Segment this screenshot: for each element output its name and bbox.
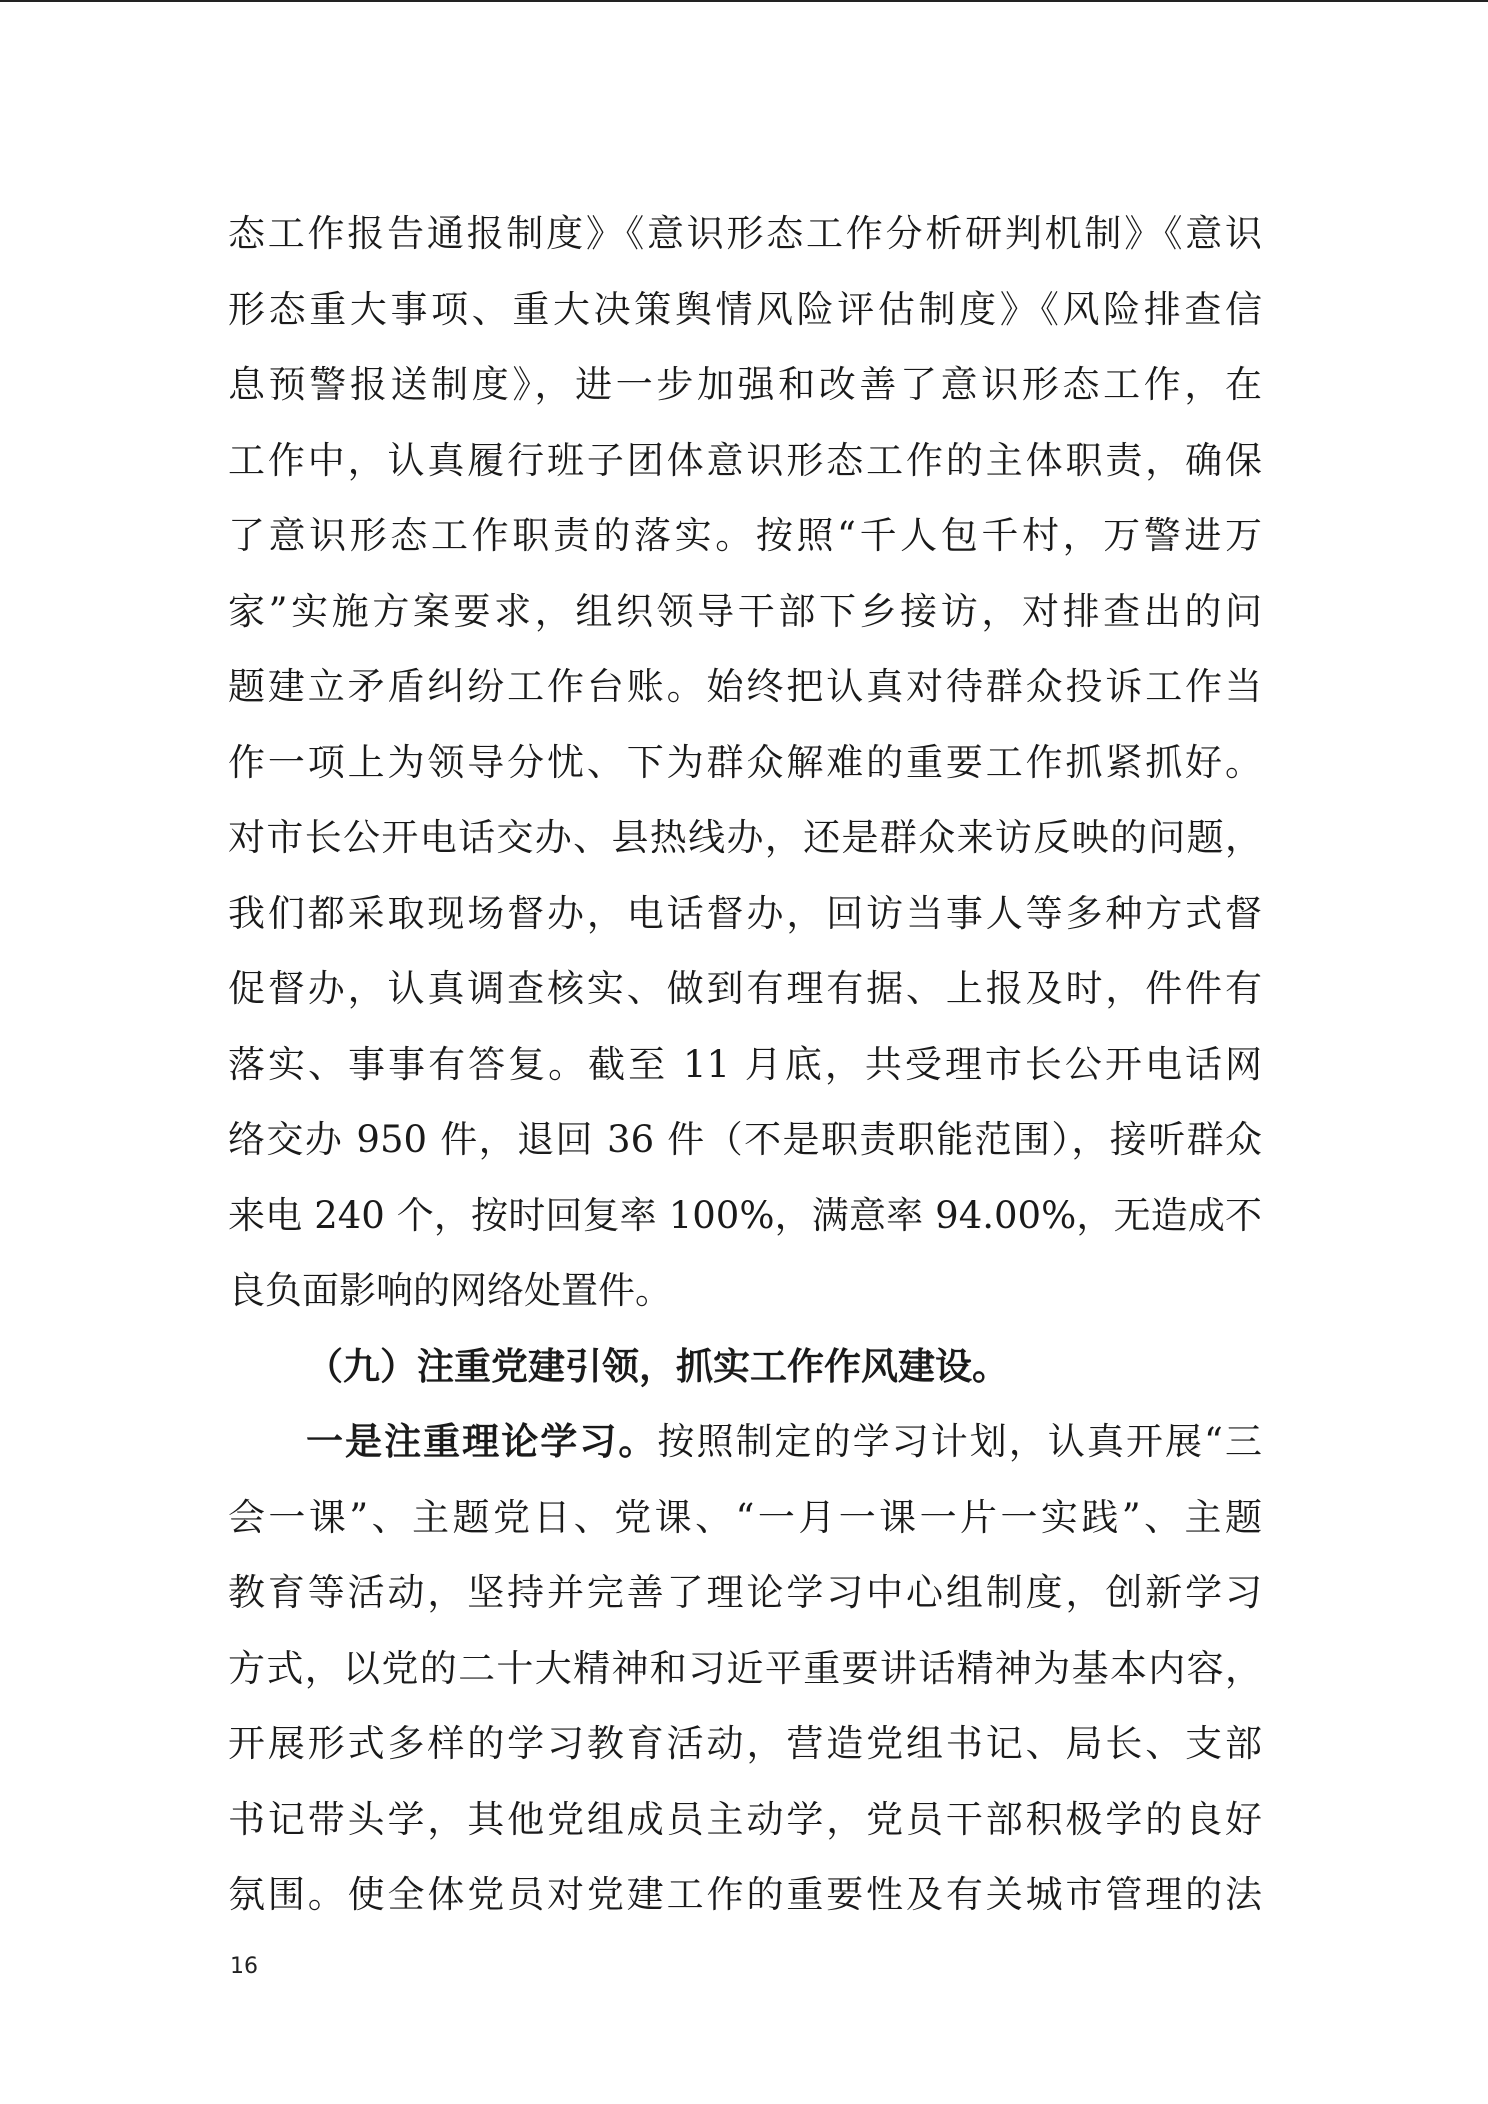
text-line: 良负面影响的网络处置件。 [228,1269,672,1312]
text-line: 会一课”、主题党日、党课、“一月一课一片一实践”、主题 [228,1495,1262,1539]
text-line: 工作中，认真履行班子团体意识形态工作的主体职责，确保 [228,438,1262,482]
text-line: 书记带头学，其他党组成员主动学，党员干部积极学的良好 [228,1797,1262,1841]
paragraph-theory-study [228,1404,1262,1933]
text-line: 对市长公开电话交办、县热线办，还是群众来访反映的问题， [228,816,1262,859]
text-line: 促督办，认真调查核实、做到有理有据、上报及时，件件有 [228,967,1262,1010]
lead-phrase: 一是注重理论学习。 [306,1419,658,1463]
lead-line-rest: 按照制定的学习计划，认真开展“三 [657,1420,1262,1463]
text-line: 开展形式多样的学习教育活动，营造党组书记、局长、支部 [228,1722,1262,1765]
text-line: 题建立矛盾纠纷工作台账。始终把认真对待群众投诉工作当 [228,665,1262,708]
text-line: 落实、事事有答复。截至 11 月底，共受理市长公开电话网 [228,1042,1262,1086]
text-line: 作一项上为领导分忧、下为群众解难的重要工作抓紧抓好。 [228,740,1262,784]
text-line: 形态重大事项、重大决策舆情风险评估制度》《风险排查信 [228,287,1262,331]
document-body [228,196,1262,1933]
page-number: 16 [230,1954,258,1979]
text-line: 络交办 950 件，退回 36 件（不是职责职能范围），接听群众 [228,1118,1262,1161]
text-line: 教育等活动，坚持并完善了理论学习中心组制度，创新学习 [228,1571,1262,1614]
text-line [228,1404,1262,1480]
text-line: 态工作报告通报制度》《意识形态工作分析研判机制》《意识 [228,212,1262,255]
text-line: 来电 240 个，按时回复率 100%，满意率 94.00%，无造成不 [228,1193,1262,1237]
text-line: 家”实施方案要求，组织领导干部下乡接访，对排查出的问 [228,589,1262,633]
text-line: 息预警报送制度》，进一步加强和改善了意识形态工作，在 [228,363,1262,406]
text-line: 方式，以党的二十大精神和习近平重要讲话精神为基本内容， [228,1646,1262,1690]
paragraph-continuation [228,196,1262,1329]
top-border-rule [0,0,1488,2]
text-line: 我们都采取现场督办，电话督办，回访当事人等多种方式督 [228,891,1262,935]
text-line: 氛围。使全体党员对党建工作的重要性及有关城市管理的法 [228,1873,1262,1916]
section-heading: （九）注重党建引领，抓实工作作风建设。 [306,1343,1009,1388]
text-line: 了意识形态工作职责的落实。按照“千人包千村，万警进万 [228,514,1262,557]
